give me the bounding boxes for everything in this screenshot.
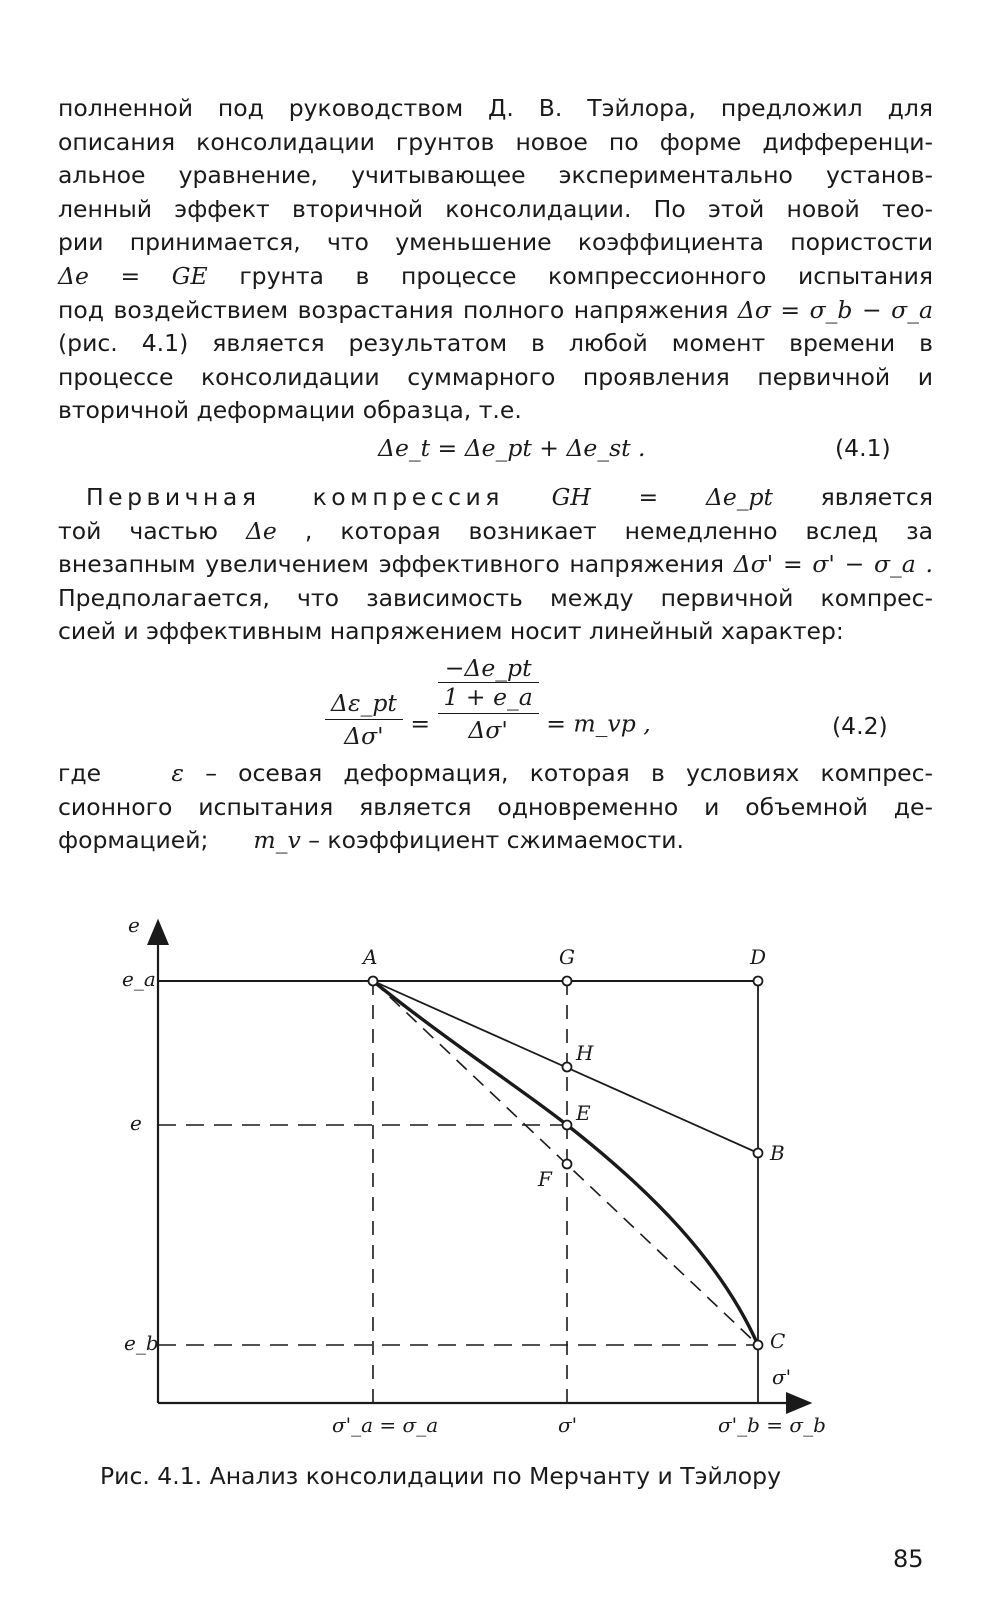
text-fragment: внезапным увеличением эффективного напряжения: [58, 550, 725, 579]
page-number: 85: [893, 1545, 924, 1573]
inline-math: Δe: [245, 516, 277, 545]
text-line: [58, 824, 933, 858]
equation-4-1: Δe_t = Δe_pt + Δe_st .: [378, 434, 646, 462]
text-fragment: под воздействием возрастания полного напряжения: [58, 295, 729, 324]
text-fragment: – осевая деформация, которая в условиях компрес-: [205, 759, 933, 787]
point-e: [563, 1121, 572, 1130]
x-tick-sigma-b: σ'_b = σ_b: [718, 1413, 826, 1437]
point-f: [563, 1160, 572, 1169]
fraction-numerator: Δε_pt: [325, 689, 403, 720]
fraction-left: [325, 689, 403, 750]
x-tick-sigma: σ': [558, 1413, 578, 1437]
text-line: [58, 548, 933, 582]
inner-denominator: 1 + e_a: [438, 682, 539, 714]
text-fragment: грунта в процессе компрессионного испытания: [239, 261, 933, 290]
label-b: B: [770, 1141, 785, 1165]
text-fragment: , которая возникает немедленно вслед за: [304, 516, 933, 545]
paragraph-3: [58, 757, 933, 858]
label-e: E: [576, 1101, 591, 1125]
text-fragment: является: [820, 483, 933, 511]
point-a: [369, 977, 378, 986]
inline-math: ε: [171, 759, 185, 787]
paragraph-2: [58, 481, 933, 649]
text-line: альное уравнение, учитывающее экспериментально установ-: [58, 161, 933, 190]
text-line: [58, 515, 933, 549]
consolidation-diagram: [110, 905, 830, 1460]
equation-number: (4.1): [835, 434, 891, 462]
point-g: [563, 977, 572, 986]
point-c: [754, 1341, 763, 1350]
label-f: F: [538, 1167, 552, 1191]
text-line: [58, 260, 933, 294]
text-line: ленный эффект вторичной консолидации. По этой новой тео-: [58, 194, 933, 223]
text-line: сией и эффективным напряжением носит линейный характер:: [58, 617, 844, 646]
label-d: D: [750, 945, 767, 969]
inline-math: GH = Δe_pt: [551, 483, 773, 511]
text-fragment: той частью: [58, 516, 218, 545]
figure-4-1: [110, 905, 830, 1460]
emphasized-term: Первичная компрессия: [86, 483, 504, 511]
inner-numerator: −Δe_pt: [444, 654, 532, 682]
label-a: A: [363, 945, 378, 969]
text-line: рии принимается, что уменьшение коэффициента пористости: [58, 228, 933, 257]
figure-caption: Рис. 4.1. Анализ консолидации по Мерчанту и Тэйлору: [100, 1462, 781, 1490]
y-tick-e: e: [130, 1111, 142, 1135]
equation-result: = m_vp ,: [546, 709, 651, 738]
text-line: Предполагается, что зависимость между первичной компрес-: [58, 583, 933, 612]
text-line: процессе консолидации суммарного проявления первичной и: [58, 362, 933, 391]
fraction-denominator: Δσ': [344, 721, 384, 750]
y-tick-eb: e_b: [124, 1331, 159, 1355]
text-line: полненной под руководством Д. В. Тэйлора, предложил для: [58, 94, 933, 122]
text-line: сионного испытания является одновременно и объемной де-: [58, 792, 933, 821]
text-fragment: формацией;: [58, 826, 209, 855]
text-line: вторичной деформации образца, т.е.: [58, 396, 522, 425]
point-h: [563, 1063, 572, 1072]
equation-number: (4.2): [832, 712, 888, 740]
x-tick-sigma-a: σ'_a = σ_a: [332, 1413, 439, 1437]
inline-math: Δσ' = σ' − σ_a .: [733, 550, 934, 579]
y-axis-label: e: [128, 913, 140, 937]
fraction-right: [438, 654, 539, 744]
label-g: G: [559, 945, 575, 969]
inline-math: Δσ = σ_b − σ_a: [737, 295, 933, 324]
label-c: C: [770, 1329, 786, 1353]
text-fragment: – коэффициент сжимаемости.: [308, 826, 685, 855]
text-line: [58, 481, 933, 515]
label-c-sigma: σ': [772, 1365, 792, 1389]
y-tick-ea: e_a: [122, 967, 156, 991]
text-fragment: где: [58, 759, 102, 787]
text-line: описания консолидации грунтов новое по форме дифференци-: [58, 127, 933, 156]
point-d: [754, 977, 763, 986]
text-line: (рис. 4.1) является результатом в любой момент времени в: [58, 329, 933, 358]
inline-math: Δe = GE: [58, 261, 208, 290]
fraction-denominator: Δσ': [468, 716, 508, 744]
label-h: H: [576, 1041, 594, 1065]
point-b: [754, 1149, 763, 1158]
text-line: [58, 757, 933, 791]
equation-4-2: $\frac{\Delta\varepsilon\_pt}{\Delta\sigma'}$ = −Δe_pt 1 + e_a Δσ' = m_vp ,: [325, 654, 651, 750]
paragraph-1: [58, 92, 933, 428]
inline-math: m_v: [253, 826, 301, 855]
text-line: [58, 294, 933, 328]
